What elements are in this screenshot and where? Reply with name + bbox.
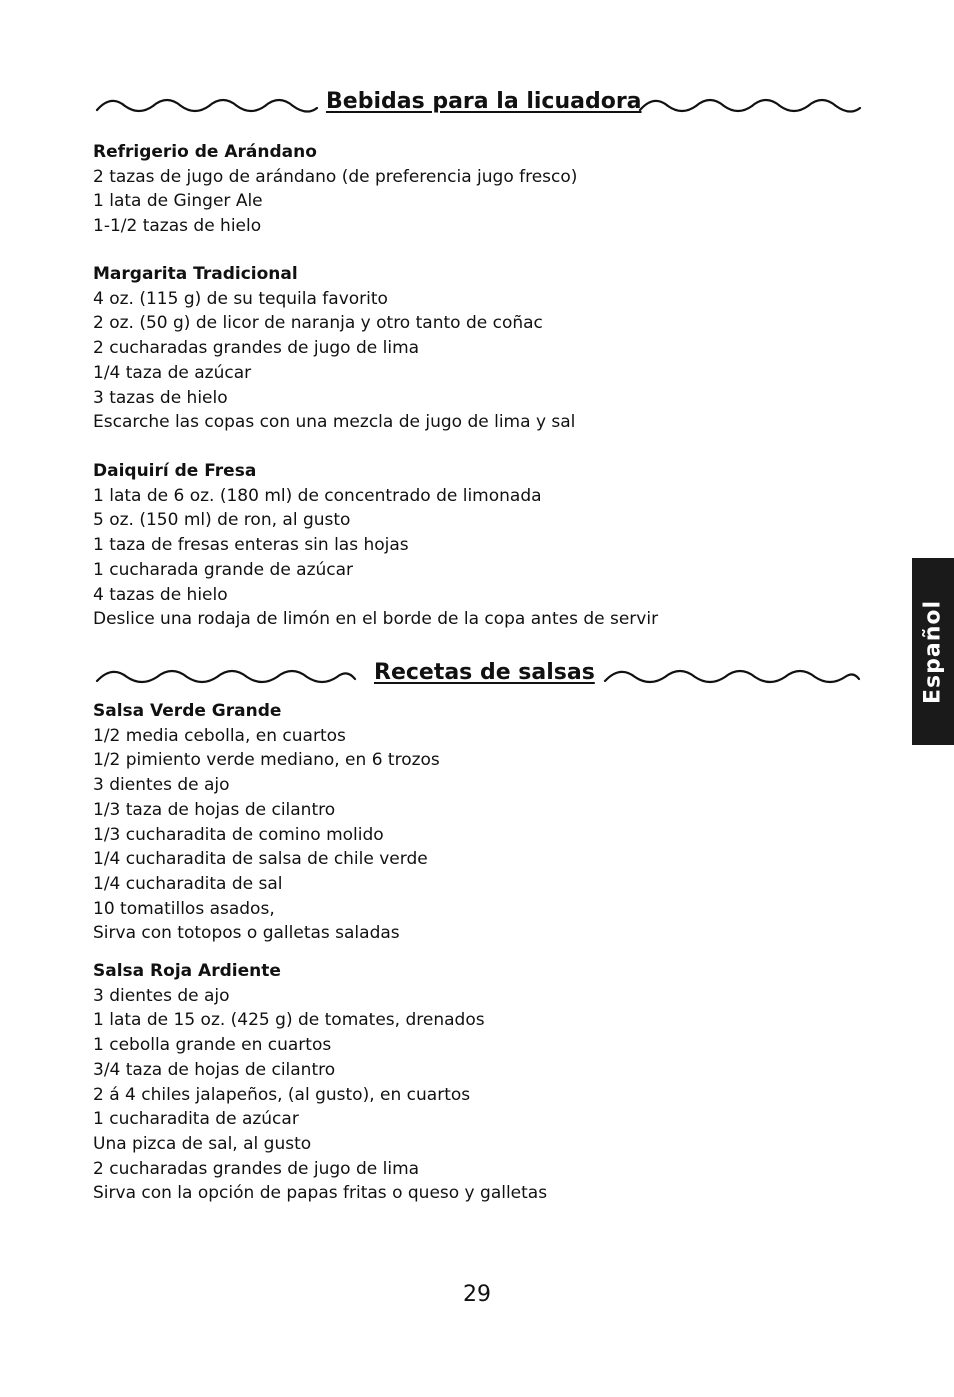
section-title: Recetas de salsas bbox=[374, 660, 595, 685]
ingredient-line: 1-1/2 tazas de hielo bbox=[93, 216, 262, 237]
recipe-salsa-roja-ardiente bbox=[93, 959, 793, 1206]
section-header-bebidas bbox=[93, 88, 865, 128]
recipe-title: Margarita Tradicional bbox=[93, 264, 298, 284]
recipe-refrigerio-arandano bbox=[93, 140, 793, 239]
ingredient-line: 1/4 cucharadita de salsa de chile verde bbox=[93, 849, 428, 870]
ingredient-line: 1/4 cucharadita de sal bbox=[93, 873, 283, 894]
section-header-salsas bbox=[93, 659, 865, 699]
ingredient-line: 1 cebolla grande en cuartos bbox=[93, 1035, 332, 1056]
language-tab bbox=[912, 558, 954, 745]
ingredient-line: 1 lata de 6 oz. (180 ml) de concentrado de limonada bbox=[93, 485, 542, 506]
ingredient-line: 3 tazas de hielo bbox=[93, 387, 228, 408]
ingredient-line: 2 tazas de jugo de arándano (de preferencia jugo fresco) bbox=[93, 166, 578, 187]
recipe-margarita-tradicional bbox=[93, 262, 793, 435]
recipe-title: Salsa Verde Grande bbox=[93, 701, 282, 721]
ingredient-line: 1 lata de 15 oz. (425 g) de tomates, drenados bbox=[93, 1010, 485, 1031]
ingredient-line: Una pizca de sal, al gusto bbox=[93, 1133, 312, 1154]
recipe-title: Refrigerio de Arándano bbox=[93, 142, 317, 162]
ingredient-line: 4 oz. (115 g) de su tequila favorito bbox=[93, 288, 388, 309]
wave-divider-icon bbox=[95, 94, 319, 118]
page-number: 29 bbox=[463, 1282, 491, 1307]
ingredient-line: 1/4 taza de azúcar bbox=[93, 362, 252, 383]
ingredient-line: 1/2 pimiento verde mediano, en 6 trozos bbox=[93, 750, 440, 771]
ingredient-line: 3 dientes de ajo bbox=[93, 775, 230, 796]
instruction-line: Deslice una rodaja de limón en el borde de la copa antes de servir bbox=[93, 609, 659, 630]
ingredient-line: 3 dientes de ajo bbox=[93, 985, 230, 1006]
instruction-line: Sirva con la opción de papas fritas o queso y galletas bbox=[93, 1183, 548, 1204]
recipe-title: Daiquirí de Fresa bbox=[93, 461, 257, 481]
wave-divider-icon bbox=[603, 665, 861, 689]
ingredient-line: 1/2 media cebolla, en cuartos bbox=[93, 725, 346, 746]
recipe-salsa-verde-grande bbox=[93, 699, 793, 946]
ingredient-line: 3/4 taza de hojas de cilantro bbox=[93, 1059, 336, 1080]
recipe-daiquiri-fresa bbox=[93, 459, 793, 632]
ingredient-line: 1/3 cucharadita de comino molido bbox=[93, 824, 384, 845]
wave-divider-icon bbox=[95, 665, 357, 689]
ingredient-line: 1 cucharadita de azúcar bbox=[93, 1109, 299, 1130]
ingredient-line: 2 á 4 chiles jalapeños, (al gusto), en cuartos bbox=[93, 1084, 471, 1105]
ingredient-line: 1/3 taza de hojas de cilantro bbox=[93, 799, 336, 820]
ingredient-line: 2 cucharadas grandes de jugo de lima bbox=[93, 338, 420, 359]
wave-divider-icon bbox=[638, 94, 862, 118]
recipe-title: Salsa Roja Ardiente bbox=[93, 961, 281, 981]
section-title: Bebidas para la licuadora bbox=[326, 89, 642, 114]
ingredient-line: 2 oz. (50 g) de licor de naranja y otro tanto de coñac bbox=[93, 313, 543, 334]
ingredient-line: 4 tazas de hielo bbox=[93, 584, 228, 605]
instruction-line: Escarche las copas con una mezcla de jugo de lima y sal bbox=[93, 412, 576, 433]
instruction-line: Sirva con totopos o galletas saladas bbox=[93, 923, 400, 944]
ingredient-line: 10 tomatillos asados, bbox=[93, 898, 275, 919]
language-tab-label: Español bbox=[920, 599, 946, 704]
ingredient-line: 1 taza de fresas enteras sin las hojas bbox=[93, 535, 409, 556]
ingredient-line: 5 oz. (150 ml) de ron, al gusto bbox=[93, 510, 351, 531]
ingredient-line: 2 cucharadas grandes de jugo de lima bbox=[93, 1158, 420, 1179]
ingredient-line: 1 cucharada grande de azúcar bbox=[93, 559, 354, 580]
ingredient-line: 1 lata de Ginger Ale bbox=[93, 191, 263, 212]
